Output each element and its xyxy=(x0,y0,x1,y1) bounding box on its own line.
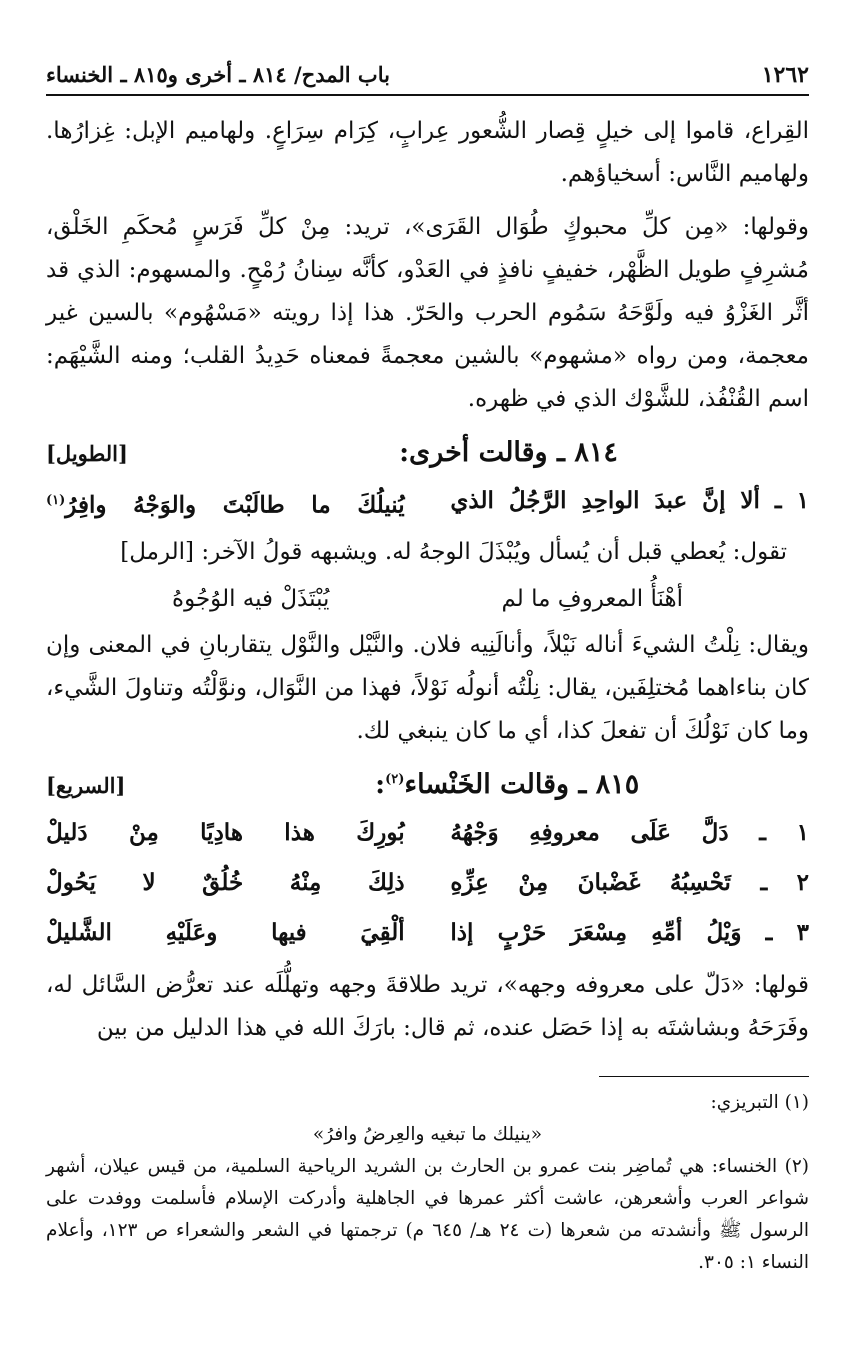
footnote-1-label: (١) التبريزي: xyxy=(710,1091,809,1113)
verse-814-1 xyxy=(46,476,809,531)
verse-second-hemistich xyxy=(46,476,405,531)
verse-first-text: تَحْسِبُهُ غَضْبانَ مِنْ عِزِّهِ xyxy=(450,868,731,896)
section-814-paragraph-2: ويقال: نِلْتُ الشيءَ أناله نَيْلاً، وأنالَنِيه فلان. والنَّيْل والنَّوْل يتقاربانِ في المعنى وإن كان بناءاهما مُختلِفَين، يقال: نِلْتُه أنولُه نَوْلاً، فهذا من النَّوَال، ونوَّلْتُه وتناولَ الشَّيء، وما كان نَوْلُكَ أن تفعلَ كذا، أي ما كان ينبغي لك. xyxy=(46,631,809,744)
section-815-title: ٨١٥ ـ وقالت الخَنْساء xyxy=(404,768,640,800)
verse-815-1 xyxy=(46,808,809,858)
verse-first-text: دَلَّ عَلَى معروفِهِ وَجْهُهُ xyxy=(450,818,729,846)
section-815-title-wrap: ٨١٥ ـ وقالت الخَنْساء$^{(٢)}$: xyxy=(375,768,640,800)
verse-815-3 xyxy=(46,908,809,958)
intro-paragraph-1: القِراع، قاموا إلى خيلٍ قِصار الشُّعور عِرابٍ، كِرَام سِرَاعٍ. ولهاميم الإبل: غِزارُها. ولهاميم النَّاس: أسخياؤهم. xyxy=(46,118,809,187)
verse-first-text: ألا إنَّ عبدَ الواحِدِ الرَّجُلُ الذي xyxy=(450,487,760,514)
section-814-meter: [الطويل] xyxy=(46,441,128,466)
verse-number: ١ ـ xyxy=(759,818,809,846)
quoted-first-hemistich: أهْنَأُ المعروفِ ما لم xyxy=(501,585,683,612)
footnote-1-verse: «ينيلك ما تبغيه والعِرضُ وافرُ» xyxy=(312,1123,543,1145)
running-header xyxy=(46,62,809,96)
footnote-divider xyxy=(599,1076,809,1077)
verse-number: ١ ـ xyxy=(774,487,809,514)
footnote-2: (٢) الخنساء: هي تُماضِر بنت عمرو بن الحارث بن الشريد الرياحية السلمية، من قيس عيلان، أشهر شواعر العرب وأشعرهن، عاشت أكثر عمرها في الجاهلية وأدركت الإسلام فأسلمت ووفدت على الرسول ﷺ وأنشدته من شعرها (ت ٢٤ هـ/ ٦٤٥ م) ترجمتها في الشعر والشعراء ص ١٢٣، وأعلام النساء ١: ٣٠٥. xyxy=(46,1155,809,1273)
footnote-ref-2: (٢) xyxy=(385,771,405,787)
verse-second-text: ألْقِيَ فيها وعَلَيْهِ الشَّليلْ xyxy=(46,918,405,946)
verse-815-2 xyxy=(46,858,809,908)
section-815-paragraph-1: قولها: «دَلّ على معروفه وجهه»، تريد طلاقةَ وجهه وتهلُّلَه عند تعرُّض السَّائل له، وفَرَحَهُ وبشاشتَه به إذا حَصَل عنده، ثم قال: بارَكَ الله في هذا الدليل من بين xyxy=(46,971,809,1041)
section-814-title: ٨١٤ ـ وقالت أخرى: xyxy=(399,437,618,468)
verse-first-text: وَيْلُ أمِّهِ مِسْعَرَ حَرْبٍ إذا xyxy=(450,918,742,946)
verse-second-text: بُورِكَ هذا هادِيًا مِنْ دَليلْ xyxy=(46,818,405,846)
intro-paragraph-2: وقولها: «مِن كلِّ محبوكٍ طُوَال القَرَى»، تريد: مِنْ كلِّ فَرَسٍ مُحكَمِ الخَلْق، مُشرِفٍ طويل الظَّهْر، خفيفٍ نافذٍ في العَدْو، كأنَّه سِنانُ رُمْحٍ. والمسهوم: الذي قد أثَّر الغَزْوُ فيه ولَوَّحَهُ سَمُوم الحرب والحَرّ. هذا إذا رويته «مَسْهُوم» بالسين غير معجمة، ومن رواه «مشهوم» بالشين معجمةً فمعناه حَدِيدُ القلب؛ ومنه الشَّيْهَم: اسم القُنْفُذ، للشَّوْك الذي في ظهره. xyxy=(46,214,809,412)
section-815-meter: [السريع] xyxy=(46,772,126,798)
verse-first-hemistich xyxy=(450,476,809,531)
verse-number: ٢ ـ xyxy=(760,868,810,896)
footnote-ref-1: (١) xyxy=(46,493,66,508)
verse-second-text: ذلِكَ مِنْهُ خُلُقٌ لا يَحُولْ xyxy=(46,868,405,896)
section-815-heading xyxy=(46,769,809,800)
quoted-second-hemistich: يُبْتَذَلْ فيه الوُجُوهُ xyxy=(172,585,330,612)
page-number: ١٢٦٢ xyxy=(761,62,809,88)
section-814-paragraph-1: تقول: يُعطي قبل أن يُسأل ويُبْذَلَ الوجهُ له. ويشبهه قولُ الآخر: [الرمل] xyxy=(120,538,787,565)
verse-second-text: يُنيلُكَ ما طالَبْتَ والوَجْهُ وافِرُ xyxy=(65,491,405,519)
section-814-heading xyxy=(46,437,809,468)
quoted-verse xyxy=(46,574,809,624)
verse-number: ٣ ـ xyxy=(765,918,809,946)
running-title: باب المدح/ ٨١٤ ـ أخرى و٨١٥ ـ الخنساء xyxy=(46,62,390,87)
